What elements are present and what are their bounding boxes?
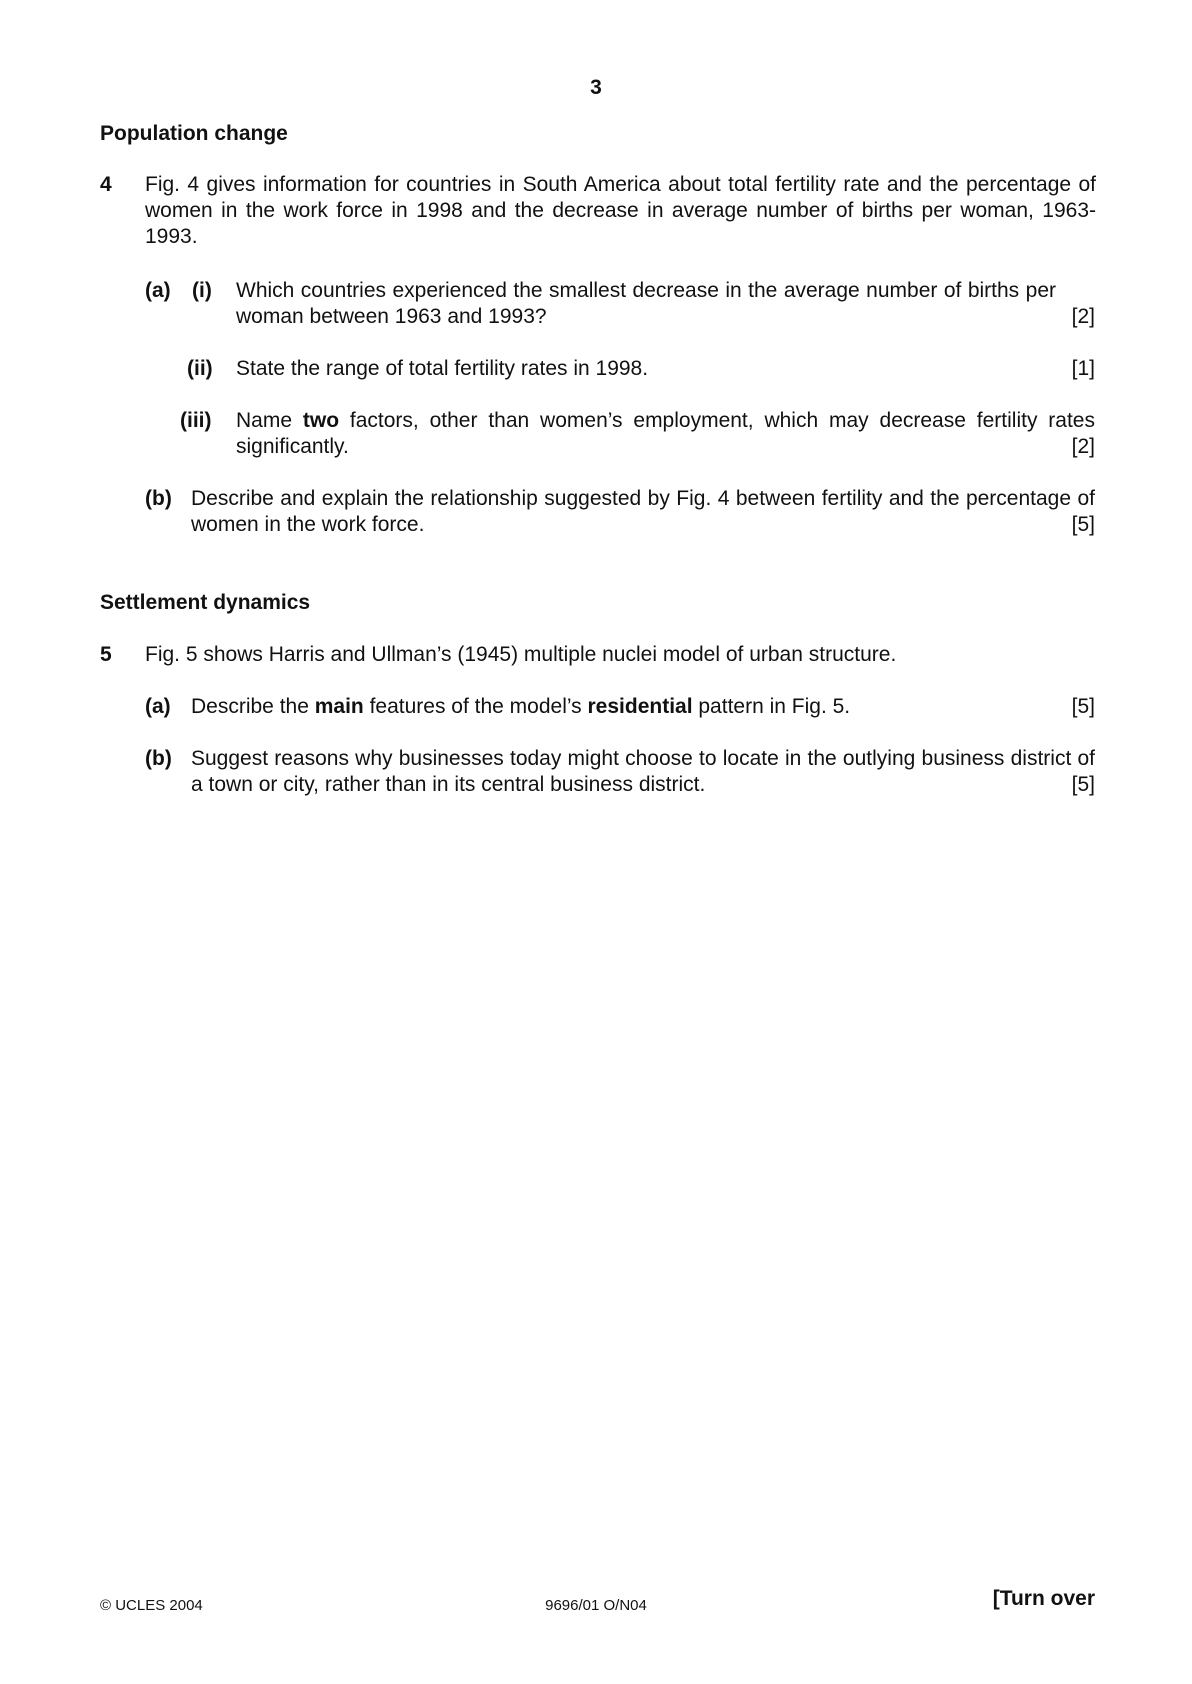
marks-4a-ii: [1] (1071, 357, 1095, 380)
part-label-4a: (a) (145, 279, 171, 302)
marks-4a-iii: [2] (1071, 435, 1095, 458)
part-label-5a: (a) (145, 695, 171, 718)
marks-4b: [5] (1071, 513, 1095, 536)
question-5a-bold-1: main (314, 695, 364, 718)
section-heading-settlement: Settlement dynamics (100, 591, 311, 614)
marks-5b: [5] (1071, 773, 1095, 796)
subpart-label-4a-i: (i) (192, 279, 212, 302)
question-number-4: 4 (100, 173, 112, 196)
question-5a-text-1: Describe the (191, 695, 315, 718)
marks-4a-i: [2] (1071, 305, 1095, 328)
question-4a-iii-bold: two (302, 409, 340, 432)
question-4a-ii-text: State the range of total fertility rates in 1998. (236, 357, 649, 380)
subpart-label-4a-iii: (iii) (180, 409, 212, 432)
marks-5a: [5] (1071, 695, 1095, 718)
question-4a-iii-text-before: Name (236, 409, 303, 432)
question-4b-text: Describe and explain the relationship suggested by Fig. 4 between fertility and the percentage of women in the work force. (191, 487, 1095, 536)
question-number-5: 5 (100, 643, 112, 666)
question-5a-bold-2: residential (587, 695, 693, 718)
question-5a-text-3: pattern in Fig. 5. (692, 695, 851, 718)
question-4a-iii-text-after: factors, other than women’s employment, which may decrease fertility rates significantly. (236, 409, 1095, 458)
question-5b-text: Suggest reasons why businesses today might choose to locate in the outlying business district of a town or city, rather than in its central business district. (191, 747, 1095, 796)
question-5-intro: Fig. 5 shows Harris and Ullman’s (1945) multiple nuclei model of urban structure. (145, 643, 897, 666)
question-5a-text (191, 694, 971, 720)
part-label-5b: (b) (145, 747, 172, 770)
part-label-4b: (b) (145, 487, 172, 510)
question-4a-iii-text (236, 408, 1095, 460)
footer-paper-code: 9696/01 O/N04 (545, 1597, 647, 1614)
section-heading-population: Population change (100, 122, 288, 145)
question-4-intro: Fig. 4 gives information for countries in South America about total fertility rate and the percentage of women in the work force in 1998 and the decrease in average number of births per woman, 1963-1993. (145, 173, 1096, 248)
page-number: 3 (590, 76, 602, 99)
question-5a-text-2: features of the model’s (363, 695, 588, 718)
question-4a-i-text: Which countries experienced the smallest decrease in the average number of births per woman between 1963 and 1993? (236, 279, 1056, 328)
footer-copyright: © UCLES 2004 (100, 1597, 203, 1614)
footer-turn-over: [Turn over (992, 1587, 1095, 1610)
subpart-label-4a-ii: (ii) (187, 357, 213, 380)
